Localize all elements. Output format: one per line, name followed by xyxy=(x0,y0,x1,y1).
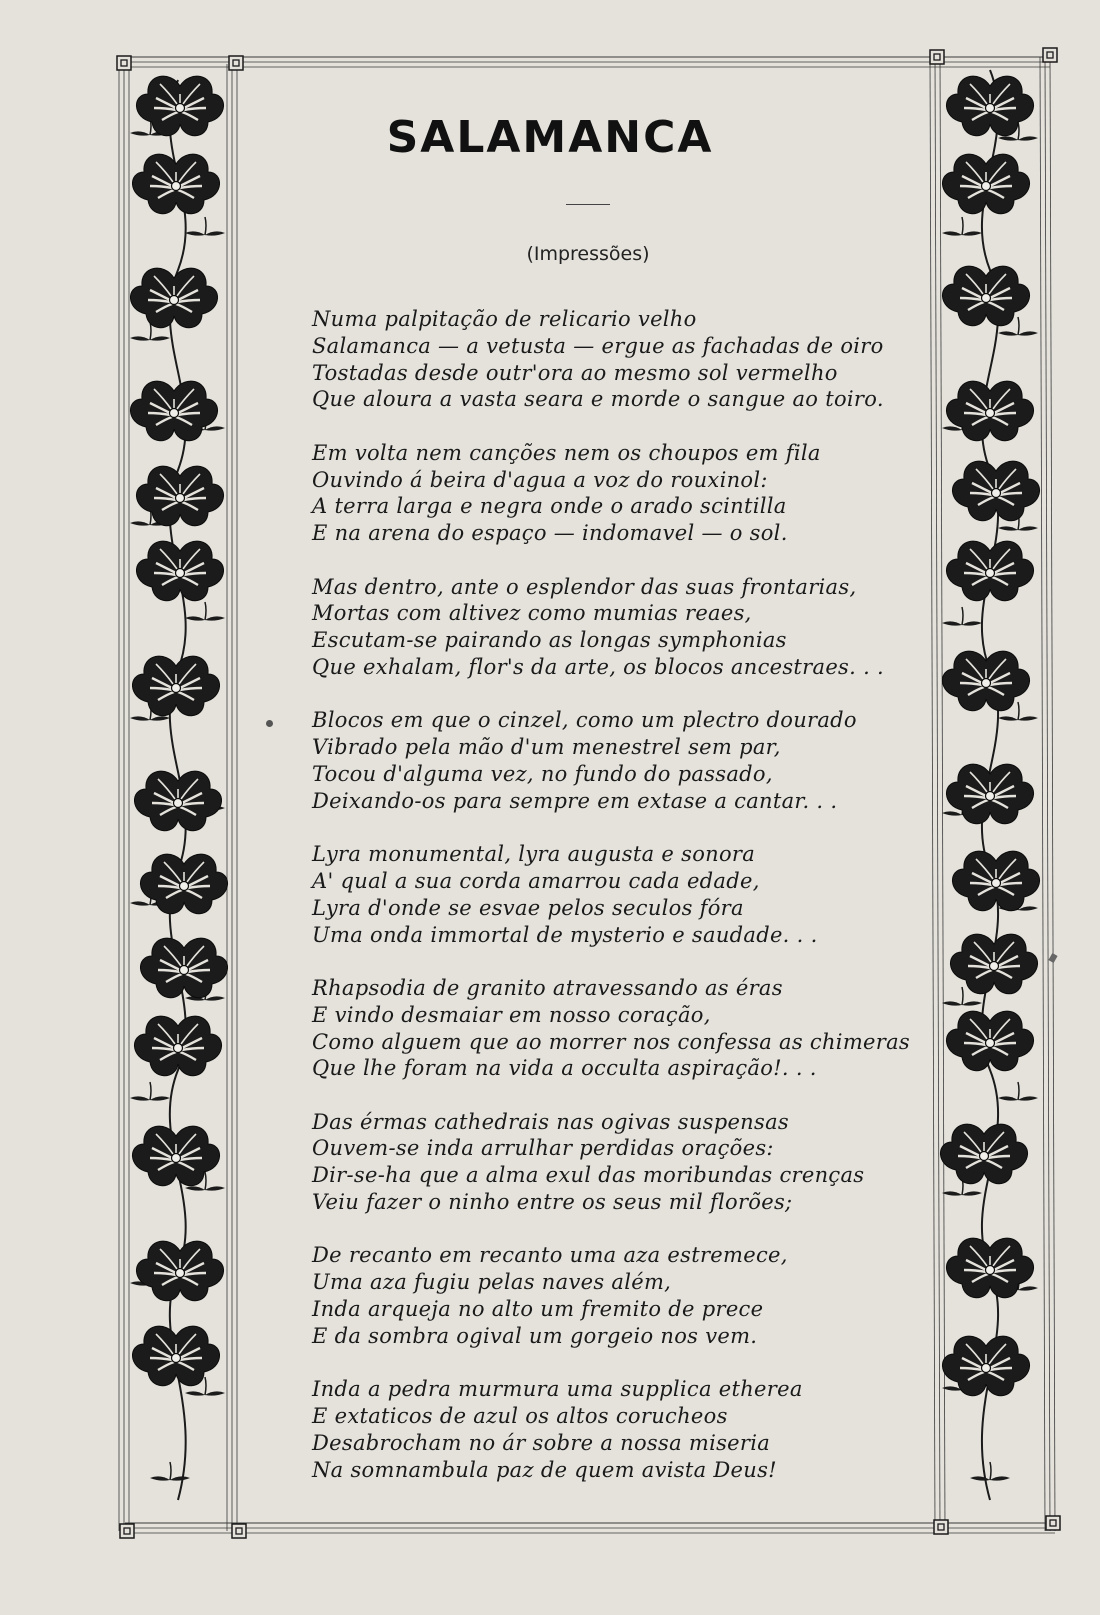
stanza xyxy=(312,1242,892,1349)
verse-line: A' qual a sua corda amarrou cada edade, xyxy=(312,868,760,893)
verse-line: Veiu fazer o ninho entre os seus mil florões; xyxy=(312,1190,793,1215)
verse-line: Mas dentro, ante o esplendor das suas frontarias, xyxy=(312,574,857,599)
verse-line: Deixando-os para sempre em extase a cantar. . . xyxy=(312,788,838,813)
title-divider xyxy=(566,204,610,205)
verse-line: E na arena do espaço — indomavel — o sol. xyxy=(312,521,788,546)
verse-line: Em volta nem canções nem os choupos em fila xyxy=(312,440,821,465)
verse-line: Lyra d'onde se esvae pelos seculos fóra xyxy=(312,895,744,920)
verse-line: E vindo desmaiar em nosso coração, xyxy=(312,1002,711,1027)
verse-line: Como alguem que ao morrer nos confessa as chimeras xyxy=(312,1029,910,1054)
poem-title: SALAMANCA xyxy=(386,112,714,163)
verse-line: Vibrado pela mão d'um menestrel sem par, xyxy=(312,735,781,760)
verse-line: Na somnambula paz de quem avista Deus! xyxy=(312,1457,777,1482)
verse-line: Ouvindo á beira d'agua a voz do rouxinol: xyxy=(312,467,768,492)
verse-line: Escutam-se pairando as longas symphonias xyxy=(312,628,787,653)
verse-line: Blocos em que o cinzel, como um plectro dourado xyxy=(312,708,857,733)
verse-line: Salamanca — a vetusta — ergue as fachadas de oiro xyxy=(312,333,884,358)
ink-dot xyxy=(266,720,273,727)
verse-line: Mortas com altivez como mumias reaes, xyxy=(312,601,752,626)
stanza xyxy=(312,1109,892,1216)
stanza xyxy=(312,975,910,1082)
stanza xyxy=(312,707,892,814)
verse-line: Numa palpitação de relicario velho xyxy=(312,307,697,331)
stanza xyxy=(312,574,892,681)
verse-line: Que exhalam, flor's da arte, os blocos ancestraes. . . xyxy=(312,654,885,679)
verse-line: Inda arqueja no alto um fremito de prece xyxy=(312,1297,764,1322)
verse-line: Que aloura a vasta seara e morde o sangue ao toiro. xyxy=(312,387,884,412)
verse-line: Uma onda immortal de mysterio e saudade. . . xyxy=(312,922,818,947)
verse-line: Uma aza fugiu pelas naves além, xyxy=(312,1270,672,1295)
verse-line: Das érmas cathedrais nas ogivas suspensas xyxy=(312,1109,789,1134)
verse-line: A terra larga e negra onde o arado scintilla xyxy=(312,494,787,519)
verse-line: Tocou d'alguma vez, no fundo do passado, xyxy=(312,761,773,786)
right-pansy-garland xyxy=(940,76,1039,1396)
poem-subtitle: (Impressões) xyxy=(526,243,650,265)
verse-line: Desabrocham no ár sobre a nossa miseria xyxy=(312,1430,771,1455)
stanza xyxy=(312,440,892,547)
verse-line: E extaticos de azul os altos corucheos xyxy=(312,1404,728,1429)
stanza xyxy=(312,1376,892,1483)
verse-line: E da sombra ogival um gorgeio nos vem. xyxy=(312,1323,758,1348)
verse-line: Tostadas desde outr'ora ao mesmo sol vermelho xyxy=(312,360,838,385)
verse-line: Rhapsodia de granito atravessando as éras xyxy=(312,975,783,1000)
verse-line: De recanto em recanto uma aza estremece, xyxy=(312,1243,788,1268)
poem-body xyxy=(312,306,910,1510)
verse-line: Que lhe foram na vida a occulta aspiração!. . . xyxy=(312,1056,817,1081)
stanza xyxy=(312,841,892,948)
stanza xyxy=(312,306,892,413)
verse-line: Ouvem-se inda arrulhar perdidas orações: xyxy=(312,1136,774,1161)
verse-line: Dir-se-ha que a alma exul das moribundas crenças xyxy=(312,1163,865,1188)
verse-line: Lyra monumental, lyra augusta e sonora xyxy=(312,842,756,867)
verse-line: Inda a pedra murmura uma supplica etherea xyxy=(312,1377,803,1402)
